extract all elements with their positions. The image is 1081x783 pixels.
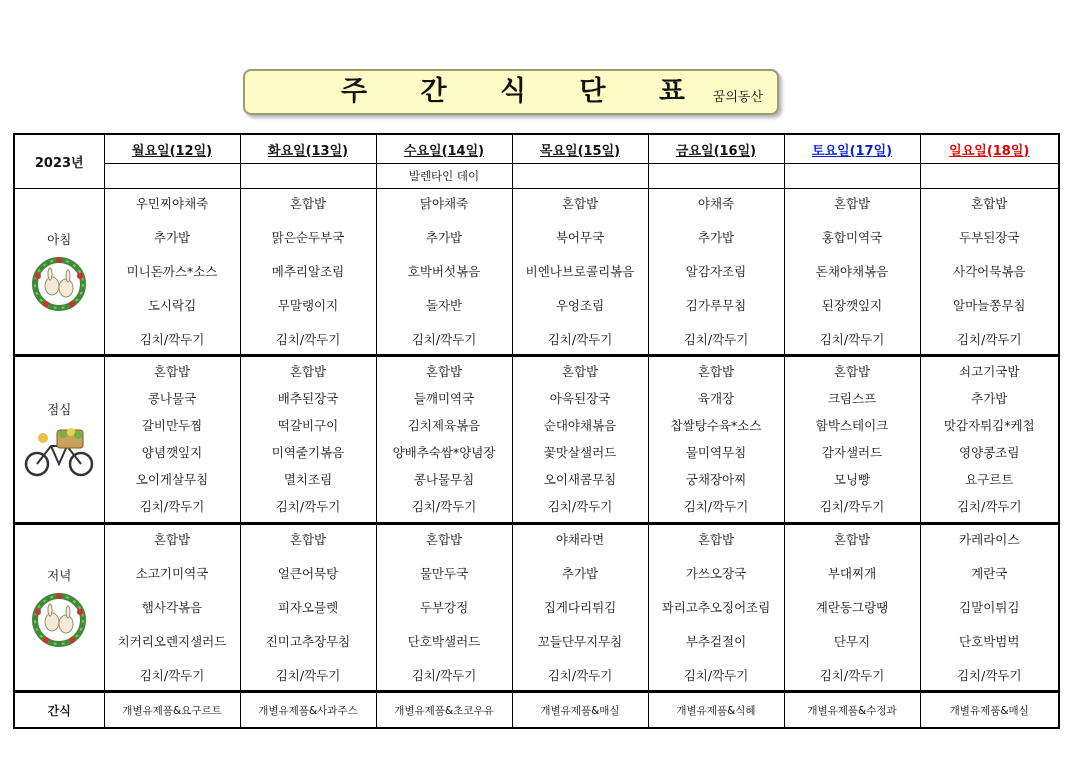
meal-label-cell bbox=[14, 356, 104, 524]
dish-item: 꼬들단무지무침 bbox=[537, 633, 623, 649]
dish-item: 요구르트 bbox=[965, 472, 1014, 488]
dish-item: 순대야채볶음 bbox=[543, 417, 617, 433]
dish-item: 혼합밥 bbox=[153, 363, 191, 379]
meal-label-cell bbox=[14, 524, 104, 692]
dish-item: 김치/깍두기 bbox=[683, 499, 749, 515]
dish-item: 소고기미역국 bbox=[135, 565, 209, 581]
dish-item: 김치/깍두기 bbox=[819, 331, 885, 347]
day-header bbox=[512, 134, 648, 164]
dish-item: 혼합밥 bbox=[697, 363, 735, 379]
dish-item: 김가루무침 bbox=[685, 297, 747, 313]
bicycle-icon bbox=[23, 424, 95, 480]
dish-item: 부대찌개 bbox=[827, 565, 877, 581]
dish-item: 혼합밥 bbox=[833, 195, 871, 211]
dish-item: 치커리오렌지샐러드 bbox=[117, 633, 227, 649]
dish-item: 궁채장아찌 bbox=[685, 472, 747, 488]
dish-item: 배추된장국 bbox=[277, 390, 339, 406]
day-header bbox=[920, 134, 1059, 164]
day-event bbox=[104, 164, 240, 189]
dish-item: 오이게살무침 bbox=[135, 472, 209, 488]
dish-item: 혼합밥 bbox=[289, 363, 327, 379]
meal-label: 점심 bbox=[47, 401, 72, 417]
snack-label: 간식 bbox=[14, 692, 104, 729]
day-event bbox=[512, 164, 648, 189]
dish-item: 김말이튀김 bbox=[959, 599, 1020, 615]
meal-row bbox=[14, 189, 1059, 356]
wreath-icon bbox=[28, 254, 90, 314]
snack-item: 개별유제품&식혜 bbox=[648, 692, 784, 729]
day-event: 발렌타인 데이 bbox=[376, 164, 512, 189]
dish-item: 피자오믈렛 bbox=[277, 599, 339, 615]
snack-item: 개별유제품&요구르트 bbox=[104, 692, 240, 729]
dish-item: 혼합밥 bbox=[833, 531, 871, 547]
dish-item: 꽈리고추오징어조림 bbox=[661, 599, 771, 615]
dish-item: 함박스테이크 bbox=[815, 417, 889, 433]
dish-item: 추가밥 bbox=[425, 229, 463, 245]
dish-item: 감자샐러드 bbox=[821, 445, 883, 461]
menu-cell bbox=[512, 524, 648, 692]
menu-cell bbox=[784, 189, 920, 356]
meal-row bbox=[14, 356, 1059, 524]
menu-cell bbox=[104, 356, 240, 524]
dish-item: 들깨미역국 bbox=[413, 390, 475, 406]
dish-item: 진미고추장무침 bbox=[265, 633, 351, 649]
dish-item: 계란국 bbox=[971, 565, 1008, 581]
menu-cell bbox=[648, 524, 784, 692]
dish-item: 꽃맛살샐러드 bbox=[543, 445, 617, 461]
dish-item: 부추겉절이 bbox=[685, 633, 747, 649]
dish-item: 도시락김 bbox=[147, 297, 197, 313]
dish-item: 돌자반 bbox=[425, 297, 463, 313]
snack-item: 개별유제품&수정과 bbox=[784, 692, 920, 729]
dish-item: 추가밥 bbox=[971, 390, 1008, 406]
dish-item: 혼합밥 bbox=[971, 195, 1008, 211]
day-header-label: 금요일(16일) bbox=[675, 143, 757, 159]
day-event bbox=[784, 164, 920, 189]
dish-item: 알감자조림 bbox=[685, 263, 747, 279]
snack-item: 개별유제품&매실 bbox=[512, 692, 648, 729]
dish-item: 김치/깍두기 bbox=[683, 667, 749, 683]
dish-item: 김치/깍두기 bbox=[139, 331, 205, 347]
dish-item: 멸치조림 bbox=[283, 472, 333, 488]
dish-item: 알마늘쫑무침 bbox=[953, 297, 1026, 313]
dish-item: 닭야채죽 bbox=[419, 195, 469, 211]
page-title: 주 간 식 단 표 bbox=[340, 76, 707, 107]
menu-cell bbox=[920, 189, 1059, 356]
day-header bbox=[648, 134, 784, 164]
dish-item: 얼큰어묵탕 bbox=[277, 565, 339, 581]
day-header-label: 수요일(14일) bbox=[403, 143, 485, 159]
dish-item: 무말랭이지 bbox=[277, 297, 339, 313]
dish-item: 모닝빵 bbox=[833, 472, 871, 488]
dish-item: 우민찌야채죽 bbox=[135, 195, 209, 211]
dish-item: 김치/깍두기 bbox=[411, 499, 477, 515]
dish-item: 콩나물무침 bbox=[413, 472, 475, 488]
dish-item: 단무지 bbox=[833, 633, 871, 649]
day-event bbox=[920, 164, 1059, 189]
dish-item: 가쓰오장국 bbox=[685, 565, 747, 581]
dish-item: 맑은순두부국 bbox=[271, 229, 345, 245]
dish-item: 갈비만두찜 bbox=[141, 417, 203, 433]
dish-item: 양배추숙쌈*양념장 bbox=[392, 445, 496, 461]
meal-label: 아침 bbox=[47, 231, 72, 247]
snack-item: 개별유제품&매실 bbox=[920, 692, 1059, 729]
day-header bbox=[376, 134, 512, 164]
dish-item: 김치/깍두기 bbox=[411, 331, 477, 347]
dish-item: 혼합밥 bbox=[833, 363, 871, 379]
dish-item: 물미역무침 bbox=[685, 445, 747, 461]
dish-item: 쇠고기국밥 bbox=[959, 363, 1020, 379]
day-header-label: 월요일(12일) bbox=[131, 143, 213, 159]
dish-item: 혼합밥 bbox=[153, 531, 191, 547]
menu-cell bbox=[376, 189, 512, 356]
dish-item: 김치/깍두기 bbox=[819, 499, 885, 515]
dish-item: 김치/깍두기 bbox=[956, 331, 1022, 347]
menu-cell bbox=[104, 189, 240, 356]
dish-item: 북어무국 bbox=[555, 229, 605, 245]
dish-item: 영양콩조림 bbox=[959, 445, 1020, 461]
day-header-label: 일요일(18일) bbox=[949, 143, 1030, 159]
dish-item: 단호박범벅 bbox=[959, 633, 1020, 649]
dish-item: 혼합밥 bbox=[561, 363, 599, 379]
menu-cell bbox=[648, 356, 784, 524]
dish-item: 김치/깍두기 bbox=[139, 667, 205, 683]
snack-item: 개별유제품&사과주스 bbox=[240, 692, 376, 729]
day-header bbox=[240, 134, 376, 164]
menu-cell bbox=[240, 356, 376, 524]
dish-item: 김치/깍두기 bbox=[956, 667, 1022, 683]
dish-item: 된장깻잎지 bbox=[821, 297, 883, 313]
title-banner bbox=[243, 69, 779, 115]
day-header-label: 화요일(13일) bbox=[267, 143, 349, 159]
dish-item: 메추리알조림 bbox=[271, 263, 345, 279]
dish-item: 돈채야채볶음 bbox=[815, 263, 889, 279]
meal-label: 저녁 bbox=[47, 567, 72, 583]
dish-item: 야채라면 bbox=[555, 531, 605, 547]
dish-item: 김치/깍두기 bbox=[139, 499, 205, 515]
dish-item: 집게다리튀김 bbox=[543, 599, 617, 615]
day-header bbox=[784, 134, 920, 164]
dish-item: 미역줄기볶음 bbox=[271, 445, 345, 461]
dish-item: 미니돈까스*소스 bbox=[126, 263, 218, 279]
dish-item: 혼합밥 bbox=[425, 531, 463, 547]
dish-item: 떡갈비구이 bbox=[277, 417, 339, 433]
meal-row bbox=[14, 524, 1059, 692]
dish-item: 크림스프 bbox=[827, 390, 877, 406]
dish-item: 김치/깍두기 bbox=[411, 667, 477, 683]
dish-item: 비엔나브로콜리볶음 bbox=[525, 263, 635, 279]
dish-item: 카레라이스 bbox=[959, 531, 1020, 547]
dish-item: 맛감자튀김*케첩 bbox=[943, 417, 1035, 433]
menu-cell bbox=[376, 356, 512, 524]
dish-item: 김치/깍두기 bbox=[275, 667, 341, 683]
day-event bbox=[648, 164, 784, 189]
dish-item: 혼합밥 bbox=[289, 195, 327, 211]
dish-item: 계란동그랑땡 bbox=[815, 599, 889, 615]
dish-item: 김치/깍두기 bbox=[819, 667, 885, 683]
dish-item: 김치/깍두기 bbox=[956, 499, 1022, 515]
dish-item: 김치/깍두기 bbox=[275, 499, 341, 515]
dish-item: 김치/깍두기 bbox=[547, 667, 613, 683]
institution-name: 꿈의동산 bbox=[712, 90, 763, 105]
menu-cell bbox=[104, 524, 240, 692]
dish-item: 햄사각볶음 bbox=[141, 599, 203, 615]
day-event bbox=[240, 164, 376, 189]
dish-item: 홍합미역국 bbox=[821, 229, 883, 245]
weekly-menu-table bbox=[13, 133, 1060, 729]
dish-item: 혼합밥 bbox=[561, 195, 599, 211]
snack-item: 개별유제품&초코우유 bbox=[376, 692, 512, 729]
dish-item: 추가밥 bbox=[153, 229, 191, 245]
menu-cell bbox=[784, 356, 920, 524]
dish-item: 양념깻잎지 bbox=[141, 445, 203, 461]
dish-item: 혼합밥 bbox=[289, 531, 327, 547]
dish-item: 오이새콤무침 bbox=[543, 472, 617, 488]
dish-item: 추가밥 bbox=[697, 229, 735, 245]
dish-item: 혼합밥 bbox=[697, 531, 735, 547]
dish-item: 콩나물국 bbox=[147, 390, 197, 406]
dish-item: 우엉조림 bbox=[555, 297, 605, 313]
menu-cell bbox=[920, 524, 1059, 692]
dish-item: 두부강정 bbox=[419, 599, 469, 615]
dish-item: 혼합밥 bbox=[425, 363, 463, 379]
dish-item: 김치/깍두기 bbox=[547, 499, 613, 515]
menu-cell bbox=[512, 189, 648, 356]
dish-item: 아욱된장국 bbox=[549, 390, 611, 406]
dish-item: 육개장 bbox=[697, 390, 735, 406]
dish-item: 찹쌀탕수육*소스 bbox=[670, 417, 762, 433]
year-label: 2023년 bbox=[14, 134, 104, 189]
menu-cell bbox=[240, 189, 376, 356]
menu-cell bbox=[648, 189, 784, 356]
dish-item: 추가밥 bbox=[561, 565, 599, 581]
day-header-label: 토요일(17일) bbox=[811, 143, 893, 159]
dish-item: 김치/깍두기 bbox=[275, 331, 341, 347]
dish-item: 사각어묵볶음 bbox=[953, 263, 1026, 279]
dish-item: 물만두국 bbox=[419, 565, 469, 581]
dish-item: 김치제육볶음 bbox=[407, 417, 481, 433]
menu-cell bbox=[784, 524, 920, 692]
dish-item: 호박버섯볶음 bbox=[407, 263, 481, 279]
day-header-label: 목요일(15일) bbox=[539, 143, 621, 159]
day-header bbox=[104, 134, 240, 164]
dish-item: 김치/깍두기 bbox=[683, 331, 749, 347]
wreath-icon bbox=[28, 590, 90, 650]
dish-item: 김치/깍두기 bbox=[547, 331, 613, 347]
dish-item: 단호박샐러드 bbox=[407, 633, 481, 649]
menu-cell bbox=[376, 524, 512, 692]
meal-label-cell bbox=[14, 189, 104, 356]
dish-item: 야채죽 bbox=[697, 195, 735, 211]
menu-cell bbox=[920, 356, 1059, 524]
dish-item: 두부된장국 bbox=[959, 229, 1020, 245]
menu-cell bbox=[240, 524, 376, 692]
menu-cell bbox=[512, 356, 648, 524]
